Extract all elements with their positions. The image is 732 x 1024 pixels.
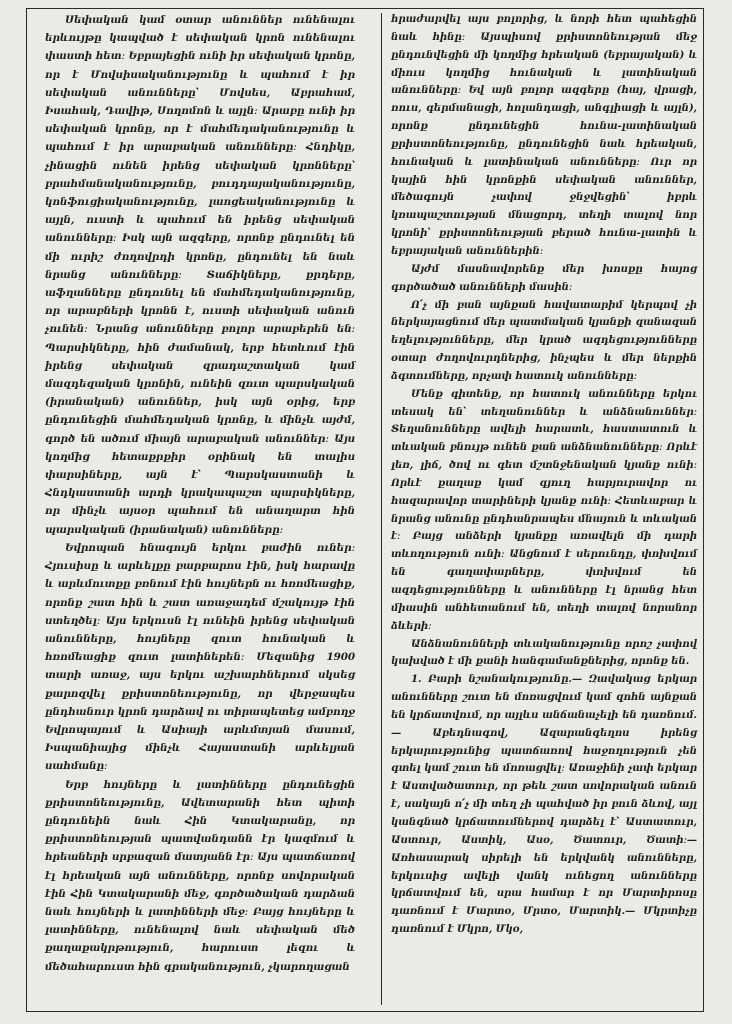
left-column xyxy=(45,11,355,976)
page-frame xyxy=(26,8,704,1012)
paragraph: հրաժարվել այս բոլորից, և նորի հետ պահեցին նաև հինը։ Այսպիսով քրիստոնեության մեջ ընդունվեցին մի կողմից հրեական (եբրայական) և միուս կողմից հունական և լատինական անունները։ Եվ այն բոլոր ազգերը (հայ, վրացի, ռուս, գերմանացի, հոլանդացի, անգլիացի և այլն), որոնք ընդունեցին հունա-լատինական քրիստոնեությունը, ընդունեցին նաև հրեական, հունական և լատինական անունները։ Ուր որ կային հին կրոնքին սեփական անուններ, մեծագույն չափով ջնջվեցին՝ իբրև կռապաշտության մնացորդ, տեղի տալով նոր կրոնի՝ քրիստոնեության բերած հունա-լատին և եբրայական անուններին։ xyxy=(391,13,697,257)
paragraph: Այժմ մասնավորենք մեր խոսքը հայոց գործածած անունների մասին։ xyxy=(391,262,697,293)
paragraph: 1. Բարի նշանակությունը.— Զավակաց երկար անունները շուտ են մոռացվում կամ զոհն այնքան են կրճատվում, որ այլևս անճանաչելի են դառնում.— Աբեդնագով, Ազարանգեղոս իրենց երկարությունից պատճառով հաջողություն չեն գտել կամ շուտ են մոռացվել։ Առաջինի չափ երկար է Աստվածատուր, որ թեև շատ սովորական անուն է, սակայն ո՛չ մի տեղ չի պահված իր բուն ձևով, այլ կանգնած կրճատումներով դարձել է՝ Աստատուր, Աստուր, Աստիկ, Ասօ, Ծատուր, Ծատի։— Առհասարակ սիրելի են երկվանկ անունները, երկուսից ավելի վանկ ունեցող անունները կրճատվում են, սրա համար է որ Մարտիրոսը դառնում է Մարտօ, Մրտօ, Մարտիկ.— Մկրտիչը դառնում է Մկրո, Մկօ, xyxy=(391,673,697,936)
column-divider xyxy=(381,13,382,1005)
paragraph: Մենք գիտենք, որ հատուկ անունները երկու տեսակ են՝ տեղանուններ և անձնանուններ։ Տեղանունները ավելի հարատև, հաստատուն և տևական բնույթ ունեն քան անձնանունները։ Որևէ լեռ, լիճ, ծով ու գետ մշտնջենական կյանք ունի։ Որևէ քաղաք կամ գյուղ հարյուրավոր ու հազարավոր տարիների կյանք ունի։ Հետևաբար և նրանց անունը ընդհանրապես մնայուն և տևական է։ Բայց անձերի կյանքը առավելն մի դարի տևողություն ունի։ Անցնում է սերունդը, փոխվում են գաղափարները, փոխվում են ազդեցությունները և անունները էլ նրանց հետ միասին անհետանում են, տեղի տալով նորանոր ձևերի։ xyxy=(391,387,697,632)
paragraph: Սեփական կամ օտար անուններ ունենալու երևույթը կապված է սեփական կրոն ունենալու փաստի հետ։ Եբրայեցին ունի իր սեփական կրոնը, որ է Մովսիսականությունը և պահում է իր սեփական անունները՝ Մովսես, Աբրահամ, Իսահակ, Դավիթ, Սողոմոն և այլն։ Արաբը ունի իր սեփական կրոնը, որ է մահմեդականությունը և պահում է իր արաբական անունները։ Հնդիկը, չինացին ունեն իրենց սեփական կրոնները՝ բրահմանականությունը, բուդդայականությունը, կոնֆուցիականությունը, լաոցեականությունը և այլն, ուստի և պահում են իրենց սեփական անունները։ Իսկ այն ազգերը, որոնք ընդունել են մի ուրիշ ժողովրդի կրոնը, ընդունել են նաև նրանց անունները։ Տաճիկները, քրդերը, աֆղանները ընդունել են մահմեդականությունը, որ արաբների կրոնն է, ուստի սեփական անուն չունեն։ Նրանց անունները բոլոր արաբերեն են։ Պարսիկները, հին ժամանակ, երբ հետևում էին իրենց սեփական զրադաշտական կամ մազդեզական կրոնին, ունեին զուտ պարսկական (իրանական) անուններ, իսկ այն օրից, երբ ընդունեցին մահմեդական կրոնը, և մինչև այժմ, գործ են ածում միայն արաբական անուններ։ Այս կողմից հետաքրքիր օրինակ են տալիս փարսիները, այն է՝ Պարսկաստանի և Հնդկաստանի արդի կրակապաշտ պարսիկները, որ մինչև այսօր պահում են անաղարտ հին պարսկական (իրանական) անունները։ xyxy=(45,14,355,536)
paragraph: Եվրոպան հնագույն երկու բաժին ուներ։ Հյուսիսը և արևելքը բարբարոս էին, իսկ հարավը և արևմուտքը բռնում էին հույներն ու հռոմեացիք, որոնք շատ հին և շատ առաջադեմ մշակույթ էին ստեղծել։ Այս երկուսն էլ ունեին իրենց սեփական անունները, հույները զուտ հունական և հռոմեացիք զուտ լատիներեն։ Մեզանից 1900 տարի առաջ, այս երկու աշխարհներում սկսեց քարոզվել քրիստոնեությունը, որ վերջապես ընդհանուր կրոն դարձավ ու տիրապետեց ամբողջ Եվրոպայում և Ասիայի արևմտյան մասում, Իսպանիայից մինչև Հայաստանի արևելյան սահմանը։ xyxy=(45,541,355,773)
right-column xyxy=(391,11,697,939)
paragraph: Անձնանունների տևականությունը որոշ չափով կախված է մի քանի հանգամանքներից, որոնք են. xyxy=(391,637,697,668)
paragraph: Երբ հույները և լատինները ընդունեցին քրիստոնեությունը, Ավետարանի հետ պիտի ընդունեին նաև Հին Կտակարանը, որ քրիստոնեության պատվանդանն էր կազմում և հրեաների սրբազան մատյանն էր։ Այս պատճառով էլ հրեական այն անունները, որոնք սովորական էին Հին Կտակարանի մեջ, գործածական դարձան նաև հույների և լատինների մեջ։ Բայց հույները և լատինները, ունենալով նաև սեփական մեծ քաղաքակրթություն, հարուստ լեզու և մեծահարուստ հին գրականություն, չկարողացան xyxy=(45,778,355,973)
paragraph: Ո՛չ մի բան այնքան հավատարիմ կերպով չի ներկայացնում մեր պատմական կյանքի զանազան եղելությունները, մեր կրած ազդեցությունները օտար ժողովուրդներից, ինչպես և մեր ներքին ձգտումները, որչափ հատուկ անունները։ xyxy=(391,298,697,382)
